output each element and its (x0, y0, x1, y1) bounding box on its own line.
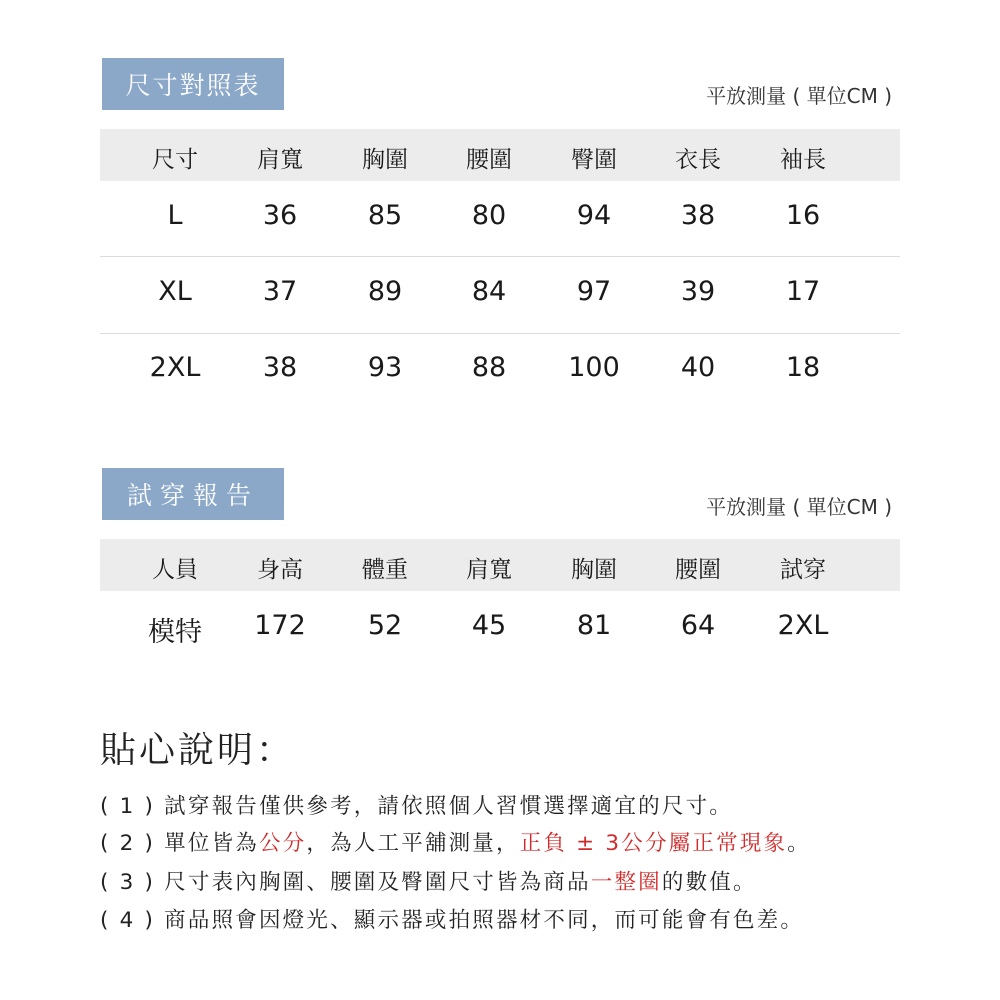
cell-size: 2XL (149, 352, 201, 383)
note-text: 的數值。 (661, 870, 757, 895)
header-chest: 胸圍 (362, 147, 408, 173)
cell-sleeve: 17 (785, 276, 821, 307)
note-number: ( 1 ) (100, 794, 156, 819)
header-length: 衣長 (675, 147, 721, 173)
note-highlight: 公分 (258, 831, 307, 856)
note-text: ，為人工平舖測量， (306, 831, 520, 856)
header-waist: 腰圍 (466, 147, 512, 173)
note-highlight: 正負 ± 3公分屬正常現象 (519, 831, 788, 856)
cell-size: XL (158, 276, 192, 307)
fit-report-header (100, 539, 900, 591)
size-chart-measure-note: 平放測量 ( 單位CM ) (706, 84, 892, 108)
notes-title: 貼心說明： (100, 730, 296, 771)
table-row (100, 591, 900, 667)
cell-hip: 100 (568, 352, 620, 383)
cell-person: 模特 (148, 617, 202, 648)
table-row (100, 257, 900, 333)
note-item (100, 789, 733, 820)
table-row (100, 333, 900, 409)
cell-waist: 80 (471, 200, 507, 231)
note-item (100, 826, 811, 857)
note-text: 。 (787, 831, 811, 856)
note-text: 尺寸表內胸圍、腰圍及臀圍尺寸皆為商品 (164, 870, 591, 895)
note-number: ( 4 ) (100, 908, 156, 933)
cell-sleeve: 16 (785, 200, 821, 231)
cell-try-size: 2XL (777, 610, 829, 641)
header-height: 身高 (257, 557, 303, 583)
cell-chest: 93 (367, 352, 403, 383)
cell-length: 39 (680, 276, 716, 307)
note-text: 商品照會因燈光、顯示器或拍照器材不同，而可能會有色差。 (164, 908, 805, 933)
size-chart-title: 尺寸對照表 (102, 58, 284, 110)
fit-report-measure-note: 平放測量 ( 單位CM ) (706, 495, 892, 519)
header-weight: 體重 (362, 557, 408, 583)
table-row (100, 181, 900, 257)
note-text: 試穿報告僅供參考，請依照個人習慣選擇適宜的尺寸。 (164, 794, 733, 819)
cell-shoulder: 36 (262, 200, 298, 231)
note-number: ( 3 ) (100, 870, 156, 895)
cell-weight: 52 (367, 610, 403, 641)
note-item (100, 865, 757, 896)
cell-shoulder: 45 (471, 610, 507, 641)
size-chart-header (100, 129, 900, 181)
header-person: 人員 (152, 557, 198, 583)
note-number: ( 2 ) (100, 831, 156, 856)
cell-chest: 81 (576, 610, 612, 641)
header-waist: 腰圍 (675, 557, 721, 583)
note-highlight: 一整圈 (590, 870, 662, 895)
header-sleeve: 袖長 (780, 147, 826, 173)
cell-height: 172 (254, 610, 306, 641)
header-try-size: 試穿 (780, 557, 826, 583)
cell-length: 38 (680, 200, 716, 231)
header-hip: 臀圍 (571, 147, 617, 173)
cell-waist: 84 (471, 276, 507, 307)
fit-report-title: 試穿報告 (102, 468, 284, 520)
cell-sleeve: 18 (785, 352, 821, 383)
cell-hip: 94 (576, 200, 612, 231)
cell-hip: 97 (576, 276, 612, 307)
cell-shoulder: 37 (262, 276, 298, 307)
header-shoulder: 肩寬 (257, 147, 303, 173)
cell-size: L (167, 200, 183, 231)
cell-chest: 85 (367, 200, 403, 231)
cell-chest: 89 (367, 276, 403, 307)
cell-waist: 88 (471, 352, 507, 383)
header-size: 尺寸 (152, 147, 198, 173)
header-chest: 胸圍 (571, 557, 617, 583)
note-text: 單位皆為 (164, 831, 259, 856)
cell-length: 40 (680, 352, 716, 383)
header-shoulder: 肩寬 (466, 557, 512, 583)
cell-waist: 64 (680, 610, 716, 641)
note-item (100, 903, 804, 934)
cell-shoulder: 38 (262, 352, 298, 383)
